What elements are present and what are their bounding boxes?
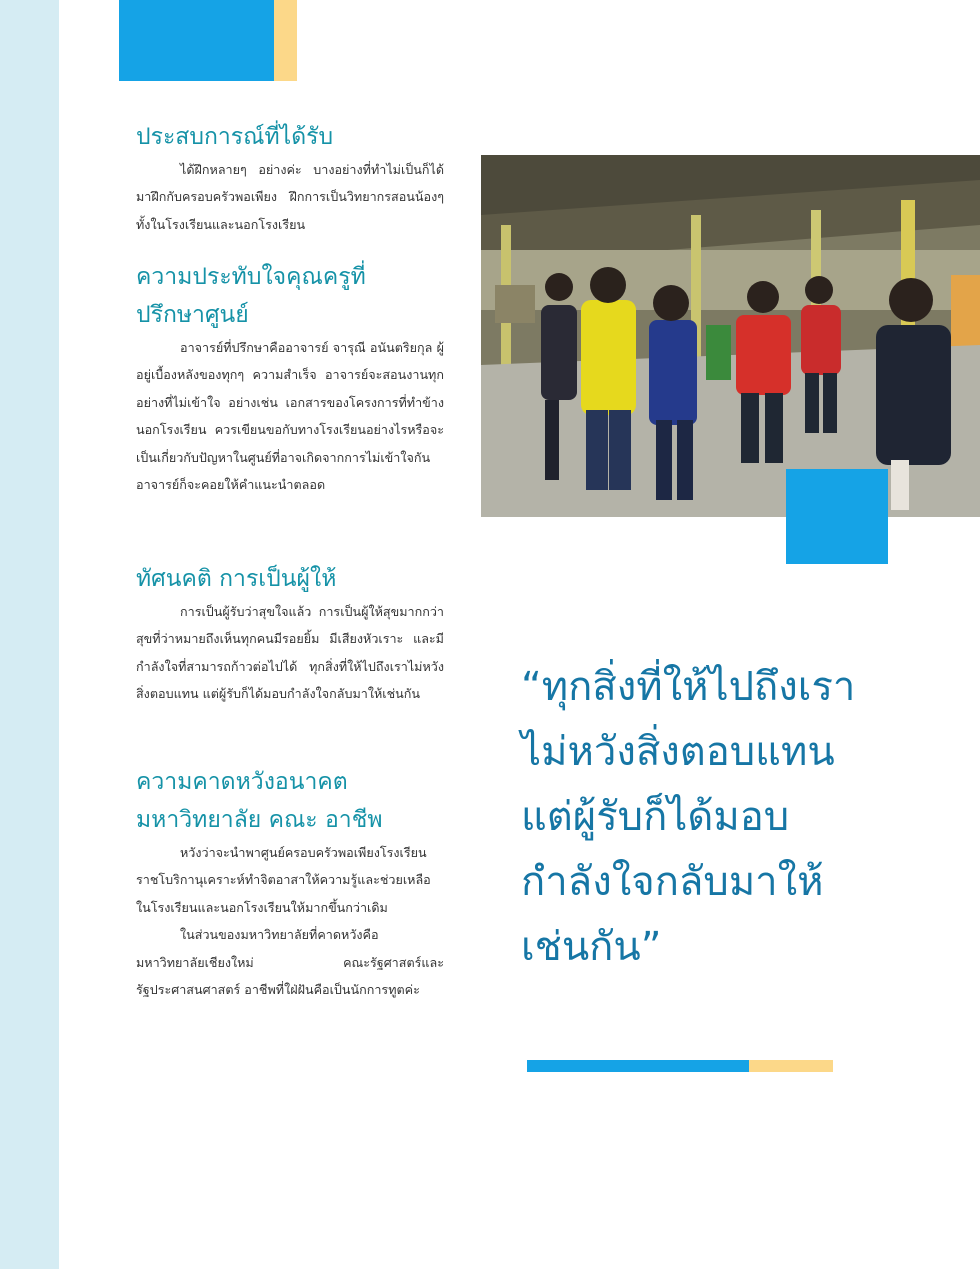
section-heading — [136, 763, 444, 839]
photo-accent-square — [786, 469, 888, 564]
quote-line: กำลังใจกลับมาให้ — [521, 859, 824, 905]
section-paragraph: ได้ฝึกหลายๆ อย่างค่ะ บางอย่างที่ทำไม่เป็นก็ได้มาฝึกกับครอบครัวพอเพียง ฝึกการเป็นวิทยากรสอนน้องๆ ทั้งในโรงเรียนและนอกโรงเรียน — [136, 162, 444, 232]
top-blue-block — [119, 0, 274, 81]
heading-line: ปรึกษาศูนย์ — [136, 302, 249, 328]
heading-line: มหาวิทยาลัย คณะ อาชีพ — [136, 807, 383, 833]
section-paragraph: หวังว่าจะนำพาศูนย์ครอบครัวพอเพียงโรงเรียนราชโบริกานุเคราะห์ทำจิตอาสาให้ความรู้และช่วยเหลือในโรงเรียนและนอกโรงเรียนให้มากขึ้นกว่าเดิม — [136, 845, 431, 915]
section-paragraph: ในส่วนของมหาวิทยาลัยที่คาดหวังคือมหาวิทยาลัยเชียงใหม่ คณะรัฐศาสตร์และรัฐประศาสนศาสตร์ อาชีพที่ใฝ่ฝันคือเป็นนักการทูตค่ะ — [136, 927, 444, 998]
section-teacher-impression — [136, 258, 444, 560]
section-heading — [136, 258, 444, 334]
section-paragraph: การเป็นผู้รับว่าสุขใจแล้ว การเป็นผู้ให้สุขมากกว่า สุขที่ว่าหมายถึงเห็นทุกคนมีรอยยิ้ม มีเสียงหัวเราะ และมีกำลังใจที่สามารถก้าวต่อไปได้ ทุกสิ่งที่ให้ไปถึงเราไม่หวังสิ่งตอบแทน แต่ผู้รับก็ได้มอบกำลังใจกลับมาให้เช่นกัน — [136, 604, 444, 702]
section-heading — [136, 118, 444, 156]
section-experience — [136, 118, 444, 258]
heading-line: ทัศนคติ การเป็นผู้ให้ — [136, 566, 337, 592]
quote-line: ไม่หวังสิ่งตอบแทน — [521, 729, 835, 775]
section-future-expectation — [136, 763, 444, 1003]
section-paragraph: อาจารย์ที่ปรึกษาคืออาจารย์ จารุณี อนันตริยกุล ผู้อยู่เบื้องหลังของทุกๆ ความสำเร็จ อาจารย์จะสอนงานทุกอย่างที่ไม่เข้าใจ อย่างเช่น เอกสารของโครงการที่ทำข้างนอกโรงเรียน ควรเขียนขอกับทางโรงเรียนอย่างไรหรือจะเป็นเกี่ยวกับปัญหาในศูนย์ที่อาจเกิดจากการไม่เข้าใจกัน อาจารย์ก็จะคอยให้คำแนะนำตลอด — [136, 340, 444, 493]
quote-line: แต่ผู้รับก็ได้มอบ — [521, 794, 790, 840]
section-heading — [136, 560, 444, 598]
quote-line: เช่นกัน” — [521, 924, 662, 970]
text-column — [136, 118, 444, 1003]
left-side-strip — [0, 0, 59, 1269]
quote-line: “ทุกสิ่งที่ให้ไปถึงเรา — [521, 664, 856, 710]
section-attitude — [136, 560, 444, 763]
heading-line: ความประทับใจคุณครูที่ — [136, 264, 366, 290]
pull-quote — [521, 655, 941, 980]
activity-photo-illustration — [481, 155, 980, 517]
bottom-blue-bar — [527, 1060, 749, 1072]
bottom-yellow-bar — [749, 1060, 833, 1072]
heading-line: ประสบการณ์ที่ได้รับ — [136, 124, 334, 150]
top-yellow-block — [274, 0, 297, 81]
activity-photo — [481, 155, 980, 517]
heading-line: ความคาดหวังอนาคต — [136, 769, 348, 795]
